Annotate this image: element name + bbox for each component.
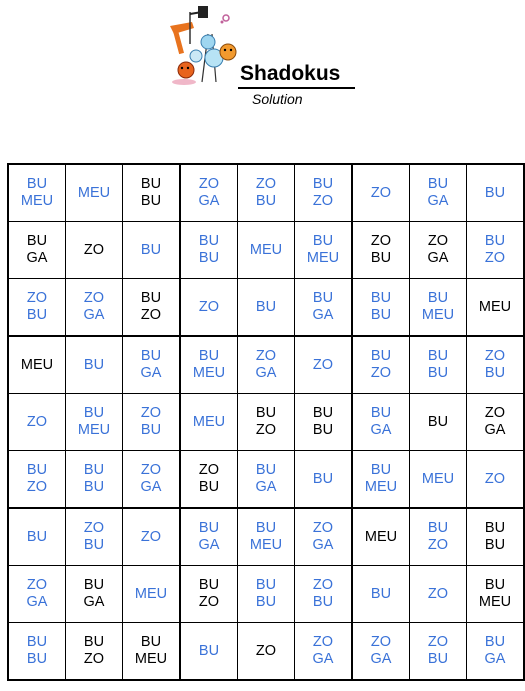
grid-cell — [295, 394, 353, 451]
grid-row — [8, 451, 524, 509]
grid-cell — [66, 222, 123, 279]
grid-cell — [295, 222, 353, 279]
grid-cell — [295, 623, 353, 681]
cell-word: ZO — [312, 520, 334, 536]
grid-cell — [352, 451, 410, 509]
grid-cell — [123, 279, 181, 337]
cell-word: GA — [83, 307, 105, 323]
cell-word: MEU — [364, 528, 398, 545]
grid-cell — [123, 394, 181, 451]
grid-row — [8, 164, 524, 222]
cell-word: ZO — [370, 365, 392, 381]
cell-word: BU — [484, 577, 506, 593]
grid-row — [8, 222, 524, 279]
cell-word: ZO — [140, 405, 162, 421]
cell-word: ZO — [484, 470, 506, 487]
cell-word: BU — [140, 290, 162, 306]
grid-cell — [238, 508, 295, 566]
grid-cell — [410, 279, 467, 337]
cell-word: MEU — [478, 298, 512, 315]
grid-cell — [467, 566, 525, 623]
grid-cell — [467, 336, 525, 394]
cell-word: BU — [83, 634, 105, 650]
cell-word: BU — [83, 479, 105, 495]
cell-word: BU — [255, 520, 277, 536]
cell-word: BU — [427, 520, 449, 536]
cell-word: MEU — [249, 537, 283, 553]
title-underline — [238, 87, 355, 89]
grid-cell — [238, 623, 295, 681]
cell-word: BU — [26, 307, 48, 323]
grid-cell — [66, 566, 123, 623]
cell-word: BU — [370, 307, 392, 323]
cell-word: BU — [255, 193, 277, 209]
cell-word: ZO — [26, 479, 48, 495]
cell-word: GA — [255, 365, 277, 381]
grid-row — [8, 508, 524, 566]
cell-word: BU — [198, 642, 220, 659]
cell-word: ZO — [255, 642, 277, 659]
cell-word: BU — [484, 184, 506, 201]
cell-word: ZO — [198, 594, 220, 610]
grid-cell — [295, 336, 353, 394]
cell-word: ZO — [255, 176, 277, 192]
cell-word: ZO — [26, 577, 48, 593]
cell-word: ZO — [26, 413, 48, 430]
cell-word: BU — [484, 537, 506, 553]
cell-word: ZO — [312, 577, 334, 593]
cell-word: BU — [26, 176, 48, 192]
grid-cell — [467, 222, 525, 279]
grid-row — [8, 623, 524, 681]
cell-word: BU — [255, 298, 277, 315]
grid-cell — [123, 623, 181, 681]
cell-word: BU — [198, 577, 220, 593]
cell-word: BU — [198, 479, 220, 495]
grid-cell — [66, 623, 123, 681]
cell-word: GA — [312, 651, 334, 667]
grid-cell — [66, 394, 123, 451]
cell-word: BU — [255, 462, 277, 478]
grid-cell — [238, 222, 295, 279]
grid-cell — [180, 394, 238, 451]
grid-cell — [410, 566, 467, 623]
grid-cell — [238, 164, 295, 222]
cell-word: ZO — [427, 233, 449, 249]
cell-word: GA — [83, 594, 105, 610]
cell-word: BU — [198, 250, 220, 266]
cell-word: BU — [26, 528, 48, 545]
grid-row — [8, 566, 524, 623]
grid-row — [8, 394, 524, 451]
cell-word: BU — [370, 405, 392, 421]
grid-cell — [352, 394, 410, 451]
grid-cell — [180, 279, 238, 337]
grid-cell — [352, 164, 410, 222]
grid-cell — [123, 451, 181, 509]
cell-word: GA — [312, 307, 334, 323]
grid-cell — [180, 566, 238, 623]
grid-cell — [352, 508, 410, 566]
cell-word: MEU — [421, 307, 455, 323]
cell-word: GA — [255, 479, 277, 495]
cell-word: BU — [370, 290, 392, 306]
cell-word: ZO — [255, 348, 277, 364]
cell-word: BU — [427, 413, 449, 430]
cell-word: GA — [370, 651, 392, 667]
cell-word: ZO — [26, 290, 48, 306]
cell-word: MEU — [134, 585, 168, 602]
cell-word: BU — [83, 537, 105, 553]
cell-word: ZO — [312, 356, 334, 373]
cell-word: BU — [370, 348, 392, 364]
grid-cell — [410, 623, 467, 681]
cell-word: BU — [312, 422, 334, 438]
grid-cell — [238, 451, 295, 509]
grid-cell — [295, 279, 353, 337]
cell-word: BU — [370, 585, 392, 602]
cell-word: BU — [427, 365, 449, 381]
cell-word: BU — [312, 176, 334, 192]
cell-word: ZO — [255, 422, 277, 438]
cell-word: ZO — [140, 528, 162, 545]
cell-word: BU — [26, 651, 48, 667]
cell-word: ZO — [484, 348, 506, 364]
cell-word: GA — [198, 193, 220, 209]
grid-cell — [180, 623, 238, 681]
grid-cell — [123, 508, 181, 566]
cell-word: BU — [140, 422, 162, 438]
cell-word: BU — [140, 176, 162, 192]
grid-cell — [352, 279, 410, 337]
cell-word: ZO — [198, 176, 220, 192]
grid-row — [8, 336, 524, 394]
cell-word: BU — [312, 290, 334, 306]
cell-word: GA — [26, 250, 48, 266]
page-title: Shadokus — [240, 62, 341, 85]
grid-cell — [352, 566, 410, 623]
cell-word: BU — [312, 405, 334, 421]
cell-word: ZO — [427, 537, 449, 553]
grid-cell — [410, 394, 467, 451]
cell-word: MEU — [192, 413, 226, 430]
grid-cell — [410, 508, 467, 566]
cell-word: ZO — [312, 193, 334, 209]
cell-word: MEU — [192, 365, 226, 381]
cell-word: GA — [484, 651, 506, 667]
grid-cell — [180, 451, 238, 509]
cell-word: ZO — [370, 634, 392, 650]
grid-cell — [66, 279, 123, 337]
cell-word: BU — [484, 233, 506, 249]
grid-cell — [238, 566, 295, 623]
grid-cell — [467, 279, 525, 337]
grid-cell — [180, 164, 238, 222]
grid-cell — [123, 222, 181, 279]
grid-cell — [180, 508, 238, 566]
grid-cell — [8, 336, 66, 394]
grid-cell — [238, 394, 295, 451]
cell-word: MEU — [77, 184, 111, 201]
cell-word: ZO — [140, 462, 162, 478]
grid-cell — [238, 279, 295, 337]
cell-word: MEU — [20, 193, 54, 209]
cell-word: BU — [198, 233, 220, 249]
cell-word: GA — [427, 193, 449, 209]
grid-cell — [352, 222, 410, 279]
cell-word: BU — [26, 233, 48, 249]
grid-cell — [8, 623, 66, 681]
cell-word: BU — [255, 594, 277, 610]
cell-word: BU — [427, 651, 449, 667]
grid-cell — [467, 623, 525, 681]
cell-word: ZO — [83, 290, 105, 306]
cell-word: ZO — [484, 250, 506, 266]
grid-cell — [123, 566, 181, 623]
cell-word: ZO — [140, 307, 162, 323]
cell-word: ZO — [198, 462, 220, 478]
cell-word: BU — [83, 462, 105, 478]
shadok-logo-icon — [168, 4, 246, 90]
cell-word: MEU — [306, 250, 340, 266]
grid-cell — [295, 451, 353, 509]
cell-word: MEU — [364, 479, 398, 495]
cell-word: BU — [83, 577, 105, 593]
grid-cell — [8, 508, 66, 566]
cell-word: BU — [140, 193, 162, 209]
cell-word: BU — [140, 634, 162, 650]
cell-word: BU — [140, 241, 162, 258]
cell-word: ZO — [427, 585, 449, 602]
grid-cell — [352, 623, 410, 681]
cell-word: BU — [370, 462, 392, 478]
cell-word: ZO — [370, 184, 392, 201]
cell-word: MEU — [421, 470, 455, 487]
grid-cell — [66, 451, 123, 509]
grid-cell — [8, 566, 66, 623]
grid-cell — [66, 164, 123, 222]
page-subtitle: Solution — [252, 91, 303, 107]
cell-word: ZO — [83, 651, 105, 667]
cell-word: ZO — [83, 241, 105, 258]
grid-cell — [123, 164, 181, 222]
grid-row — [8, 279, 524, 337]
cell-word: BU — [198, 520, 220, 536]
grid-cell — [410, 222, 467, 279]
grid-cell — [238, 336, 295, 394]
grid-cell — [295, 508, 353, 566]
cell-word: MEU — [77, 422, 111, 438]
cell-word: BU — [312, 233, 334, 249]
cell-word: GA — [370, 422, 392, 438]
cell-word: GA — [140, 365, 162, 381]
cell-word: GA — [140, 479, 162, 495]
grid-cell — [180, 222, 238, 279]
cell-word: GA — [484, 422, 506, 438]
cell-word: BU — [484, 365, 506, 381]
shadokus-solution-grid — [7, 163, 525, 681]
grid-cell — [123, 336, 181, 394]
cell-word: ZO — [484, 405, 506, 421]
grid-cell — [8, 394, 66, 451]
cell-word: ZO — [370, 233, 392, 249]
cell-word: ZO — [83, 520, 105, 536]
cell-word: MEU — [478, 594, 512, 610]
cell-word: BU — [427, 290, 449, 306]
grid-cell — [8, 222, 66, 279]
grid-cell — [410, 336, 467, 394]
grid-cell — [467, 394, 525, 451]
cell-word: BU — [427, 176, 449, 192]
cell-word: MEU — [134, 651, 168, 667]
cell-word: BU — [83, 405, 105, 421]
cell-word: GA — [427, 250, 449, 266]
cell-word: BU — [83, 356, 105, 373]
grid-cell — [352, 336, 410, 394]
grid-cell — [295, 566, 353, 623]
cell-word: GA — [26, 594, 48, 610]
cell-word: BU — [484, 634, 506, 650]
grid-cell — [8, 164, 66, 222]
cell-word: BU — [255, 577, 277, 593]
grid-cell — [467, 451, 525, 509]
grid-cell — [410, 451, 467, 509]
grid-cell — [180, 336, 238, 394]
grid-cell — [410, 164, 467, 222]
grid-cell — [467, 508, 525, 566]
cell-word: MEU — [20, 356, 54, 373]
grid-cell — [66, 508, 123, 566]
cell-word: BU — [427, 348, 449, 364]
cell-word: ZO — [312, 634, 334, 650]
grid-cell — [8, 279, 66, 337]
cell-word: BU — [26, 462, 48, 478]
grid-cell — [8, 451, 66, 509]
cell-word: ZO — [427, 634, 449, 650]
cell-word: BU — [198, 348, 220, 364]
cell-word: MEU — [249, 241, 283, 258]
cell-word: BU — [140, 348, 162, 364]
cell-word: BU — [255, 405, 277, 421]
cell-word: ZO — [198, 298, 220, 315]
grid-cell — [66, 336, 123, 394]
cell-word: BU — [312, 470, 334, 487]
cell-word: BU — [370, 250, 392, 266]
grid-cell — [295, 164, 353, 222]
cell-word: BU — [312, 594, 334, 610]
cell-word: BU — [26, 634, 48, 650]
cell-word: GA — [312, 537, 334, 553]
grid-cell — [467, 164, 525, 222]
cell-word: BU — [484, 520, 506, 536]
cell-word: GA — [198, 537, 220, 553]
